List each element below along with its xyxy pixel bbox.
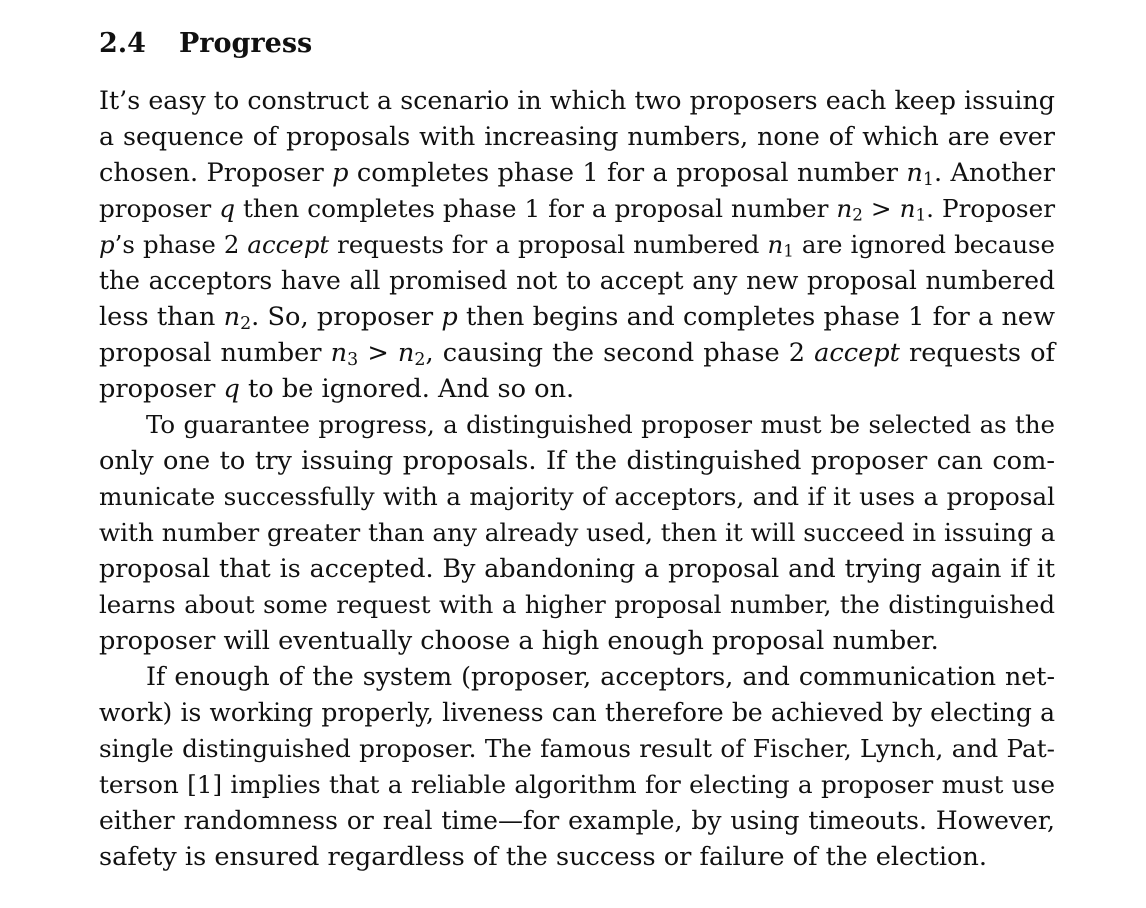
text-line: chosen. Proposer p completes phase 1 for a proposal number $n_1$. Another (99, 158, 1056, 190)
section-title: Progress (179, 28, 313, 59)
math-var: n (767, 230, 784, 259)
text-line: work) is working properly, liveness can therefore be achieved by electing a (99, 698, 1055, 727)
text-line: To guarantee progress, a distinguished proposer must be selected as the (146, 410, 1055, 439)
text-line: p’s phase 2 accept requests for a proposal numbered $n_1$ are ignored because (99, 230, 1055, 261)
text-line: proposer q to be ignored. And so on. (99, 374, 575, 404)
text-line: municate successfully with a majority of acceptors, and if it uses a proposal (99, 482, 1055, 511)
math-var: n (223, 302, 241, 332)
math-var: q (223, 374, 240, 404)
math-var: q (219, 194, 235, 223)
text-line: proposal number $n_3 > n_2$, causing the second phase 2 accept requests of (99, 338, 1055, 370)
text-line: the acceptors have all promised not to accept any new proposal numbered (99, 266, 1055, 295)
text-line: either randomness or real time—for example, by using timeouts. However, (99, 806, 1055, 835)
text-line: learns about some request with a higher proposal number, the distinguished (99, 590, 1055, 619)
text-line: with number greater than any already used, then it will succeed in issuing a (99, 518, 1056, 547)
text-line: proposer q then completes phase 1 for a proposal number $n_2 > n_1$. Proposer (99, 194, 1056, 225)
text-line: If enough of the system (proposer, acceptors, and communication net- (146, 662, 1055, 691)
paragraph-2 (99, 407, 1055, 659)
text-line: terson [1] implies that a reliable algorithm for electing a proposer must use (99, 770, 1055, 799)
paragraph-3 (99, 659, 1055, 875)
text-line: only one to try issuing proposals. If the distinguished proposer can com- (99, 446, 1055, 476)
math-var: p (99, 230, 115, 259)
math-var: n (906, 158, 923, 188)
text-line: a sequence of proposals with increasing numbers, none of which are ever (99, 122, 1055, 151)
paper-page (99, 24, 1055, 875)
math-var: p (441, 302, 458, 332)
text-line: proposer will eventually choose a high enough proposal number. (99, 626, 939, 656)
text-line: single distinguished proposer. The famous result of Fischer, Lynch, and Pat- (99, 734, 1055, 763)
math-var: p (332, 158, 349, 188)
section-number: 2.4 (99, 28, 146, 59)
text-line: It’s easy to construct a scenario in which two proposers each keep issuing (99, 86, 1055, 115)
math-var: n (330, 338, 348, 368)
paragraph-1 (99, 83, 1055, 407)
section-heading (99, 24, 1055, 64)
text-line: safety is ensured regardless of the success or failure of the election. (99, 842, 988, 872)
text-line: less than $n_2$. So, proposer p then begins and completes phase 1 for a new (99, 302, 1055, 334)
math-var: n (397, 338, 415, 368)
math-var: n (899, 194, 916, 223)
emphasis: accept (814, 338, 900, 368)
text-line: proposal that is accepted. By abandoning a proposal and trying again if it (99, 554, 1055, 583)
math-var: n (836, 194, 853, 223)
emphasis: accept (247, 230, 330, 259)
